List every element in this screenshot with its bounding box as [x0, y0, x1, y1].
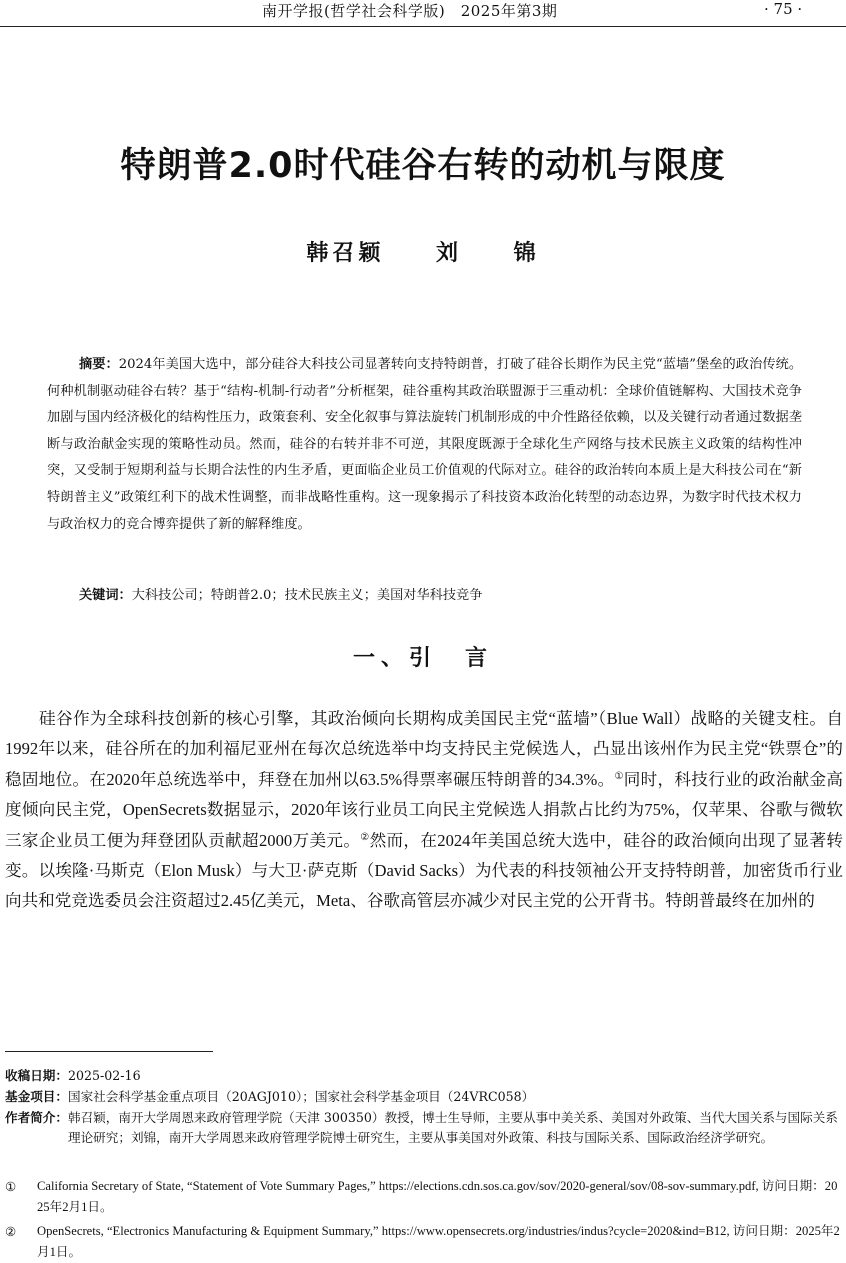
body-paragraph — [5, 704, 843, 917]
journal-name: 南开学报(哲学社会科学版) 2025年第3期 — [262, 2, 558, 20]
footnote-text-1: California Secretary of State, “Statement of Vote Summary Pages,” https://elections.cdn.sos.ca.gov/sov/2020-general/sov/08-sov-summary.pdf, 访问日期：2025年2月1日。 — [37, 1179, 838, 1214]
footnote-list — [5, 1176, 843, 1263]
footnote-2 — [5, 1221, 843, 1263]
page-number: · 75 · — [764, 0, 803, 18]
received-label: 收稿日期： — [5, 1068, 68, 1083]
author-label: 作者简介： — [5, 1110, 68, 1125]
author-info — [5, 1108, 843, 1148]
footnote-1 — [5, 1176, 843, 1218]
article-authors: 韩召颖 刘 锦 — [306, 240, 540, 266]
keywords — [79, 583, 799, 609]
running-header — [0, 0, 846, 27]
fund-value: 国家社会科学基金重点项目（20AGJ010）；国家社会科学基金项目（24VRC058） — [67, 1089, 535, 1104]
received-value: 2025-02-16 — [67, 1068, 141, 1083]
keywords-label: 关键词： — [79, 588, 132, 603]
footnote-mark-1: ① — [5, 1179, 17, 1194]
author-value: 韩召颖，南开大学周恩来政府管理学院（天津 300350）教授，博士生导师，主要从事中美关系、美国对外政策、当代大国关系与国际关系理论研究；刘锦，南开大学周恩来政府管理学院博士研究生，主要从事美国对外政策、科技与国际关系、国际政治经济学研究。 — [67, 1110, 838, 1145]
abstract-text: 2024年美国大选中，部分硅谷大科技公司显著转向支持特朗普，打破了硅谷长期作为民主党“蓝墙”堡垒的政治传统。何种机制驱动硅谷右转？基于“结构-机制-行动者”分析框架，硅谷重构其政治联盟源于三重动机：全球价值链解构、大国技术竞争加剧与国内经济极化的结构性压力，政策套利、安全化叙事与算法旋转门机制形成的中介性路径依赖，以及关键行动者通过数据垄断与政治献金实现的策略性动员。然而，硅谷的右转并非不可逆，其限度既源于全球化生产网络与技术民族主义政策的结构性冲突，又受制于短期利益与长期合法性的内生矛盾，更面临企业员工价值观的代际对立。硅谷的政治转向本质上是大科技公司在“新特朗普主义”政策红利下的战术性调整，而非战略性重构。这一现象揭示了科技资本政治化转型的动态边界，为数字时代技术权力与政治权力的竞合博弈提供了新的解释维度。 — [47, 357, 803, 532]
fund-info — [5, 1087, 843, 1107]
footnote-mark-2: ② — [5, 1224, 17, 1239]
body-text-part-2: 同时，科技行业的政治献金高度倾向民主党，OpenSecrets数据显示，2020年该行业员工向民主党候选人捐款占比约为75%，仅苹果、谷歌与微软三家企业员工便为拜登团队贡献超2000万美元。 — [5, 769, 843, 850]
body-text-part-3: 然而，在2024年美国总统大选中，硅谷的政治倾向出现了显著转变。以埃隆·马斯克（Elon Musk）与大卫·萨克斯（David Sacks）为代表的科技领袖公开支持特朗普，加密货币行业向共和党竞选委员会注资超过2.45亿美元，Meta、谷歌高管层亦减少对民主党的公开背书。特朗普最终在加州的 — [5, 830, 844, 911]
abstract — [47, 352, 802, 538]
footnote-ref-2[interactable]: ② — [360, 831, 370, 843]
section-heading: 一、引 言 — [352, 645, 493, 671]
footnote-divider — [5, 1051, 213, 1052]
keywords-text: 大科技公司；特朗普2.0；技术民族主义；美国对华科技竞争 — [131, 588, 483, 603]
abstract-label: 摘要： — [79, 357, 119, 372]
article-title: 特朗普2.0时代硅谷右转的动机与限度 — [120, 146, 726, 186]
body-text-part-1: 硅谷作为全球科技创新的核心引擎，其政治倾向长期构成美国民主党“蓝墙”（Blue Wall）战略的关键支柱。自1992年以来，硅谷所在的加利福尼亚州在每次总统选举中均支持民主党候选人，凸显出该州作为民主党“铁票仓”的稳固地位。在2020年总统选举中，拜登在加州以63.5%得票率碾压特朗普的34.3%。 — [5, 709, 843, 789]
footnote-text-2: OpenSecrets, “Electronics Manufacturing & Equipment Summary,” https://www.opensecrets.org/industries/indus?cycle=2020&ind=B12, 访问日期：2025年2月1日。 — [37, 1224, 840, 1259]
footnote-ref-1[interactable]: ① — [614, 770, 624, 782]
fund-label: 基金项目： — [5, 1089, 68, 1104]
received-date — [5, 1066, 843, 1086]
